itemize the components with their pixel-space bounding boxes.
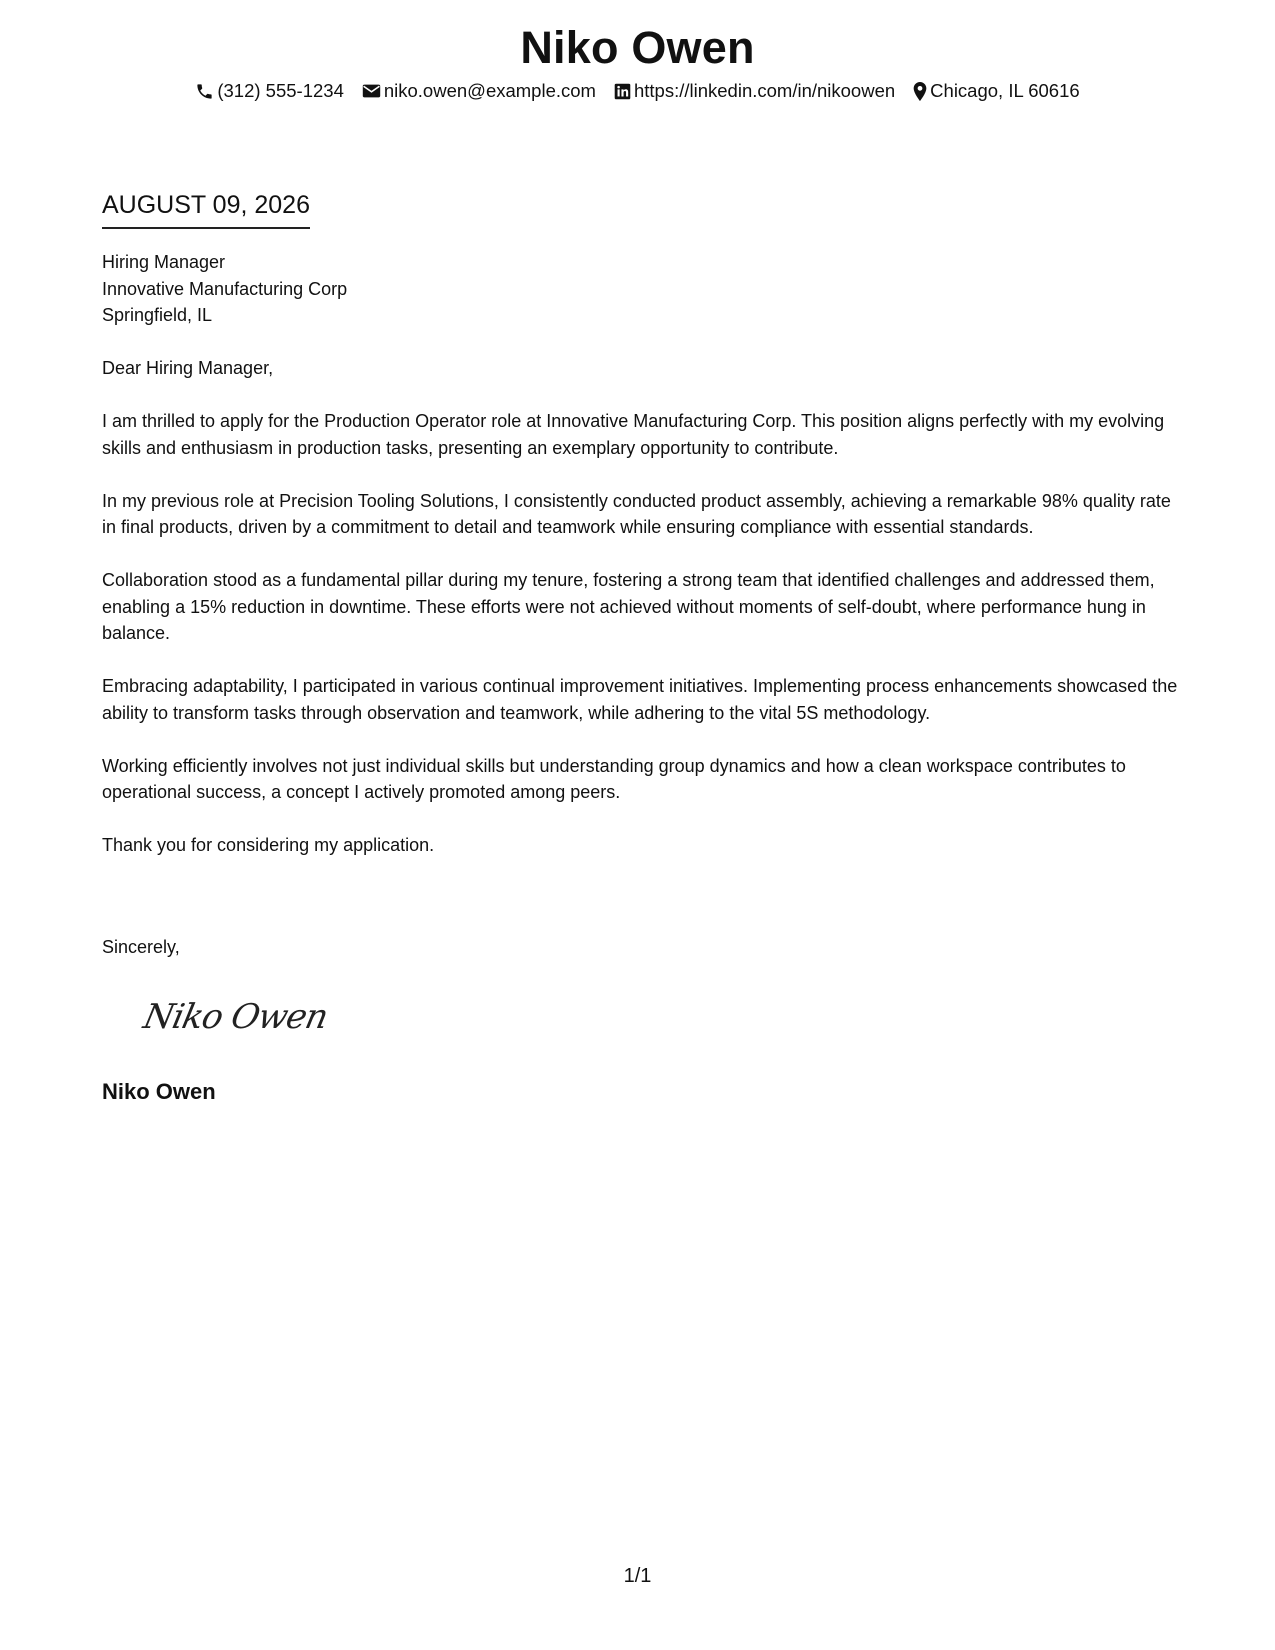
letter-date: AUGUST 09, 2026 <box>102 190 310 229</box>
recipient-company: Innovative Manufacturing Corp <box>102 278 348 299</box>
linkedin-text: https://linkedin.com/in/nikoowen <box>633 80 896 101</box>
body-paragraph: Embracing adaptability, I participated in various continual improvement initiatives. Implementing process enhancements showcased the ability to transform tasks through observation and teamwork, while adhering to the vital 5S methodology. <box>102 676 1178 723</box>
contact-location <box>913 80 1079 102</box>
phone-icon <box>195 82 214 101</box>
contact-email <box>362 80 596 102</box>
greeting: Dear Hiring Manager, <box>102 358 274 378</box>
recipient-block <box>102 249 1182 329</box>
body-paragraph: Working efficiently involves not just individual skills but understanding group dynamics and how a clean workspace contributes to operational success, a concept I actively promoted among peers. <box>102 755 1126 802</box>
closing: Sincerely, <box>102 937 180 957</box>
body-paragraph: In my previous role at Precision Tooling Solutions, I consistently conducted product assembly, achieving a remarkable 98% quality rate in final products, driven by a commitment to detail and teamwork while ensuring compliance with essential standards. <box>102 490 1171 537</box>
location-text: Chicago, IL 60616 <box>930 80 1080 101</box>
map-marker-icon <box>913 82 927 101</box>
body-paragraph: I am thrilled to apply for the Production Operator role at Innovative Manufacturing Corp. This position aligns perfectly with my evolving skills and enthusiasm in production tasks, presenting an exemplary opportunity to contribute. <box>102 411 1165 458</box>
applicant-name: Niko Owen <box>520 22 755 73</box>
envelope-icon <box>362 83 381 99</box>
contact-linkedin <box>614 80 895 102</box>
body-paragraph: Collaboration stood as a fundamental pillar during my tenure, fostering a strong team that identified challenges and addressed them, enabling a 15% reduction in downtime. These efforts were not achieved without moments of self-doubt, where performance hung in balance. <box>102 570 1155 643</box>
svg-text:Niko Owen: Niko Owen <box>140 997 331 1037</box>
email-text: niko.owen@example.com <box>383 80 596 101</box>
recipient-title: Hiring Manager <box>102 252 226 272</box>
contact-bar <box>0 80 1275 102</box>
recipient-city: Springfield, IL <box>102 305 213 325</box>
closing-thanks: Thank you for considering my application. <box>102 835 435 855</box>
typed-name: Niko Owen <box>102 1079 216 1104</box>
linkedin-icon <box>614 83 631 100</box>
contact-phone <box>195 80 344 102</box>
signature-image <box>140 990 331 1045</box>
letter-body <box>102 408 1182 885</box>
phone-text: (312) 555-1234 <box>217 80 344 101</box>
page-number: 1/1 <box>623 1565 652 1587</box>
